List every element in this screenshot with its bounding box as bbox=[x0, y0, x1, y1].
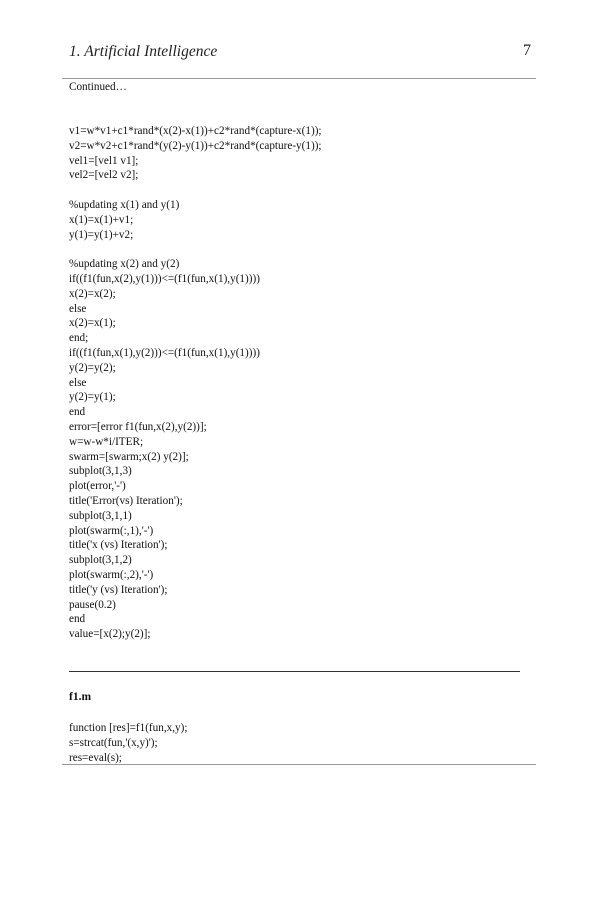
code-line: else bbox=[69, 302, 87, 315]
code-line: title('Error(vs) Iteration'); bbox=[69, 494, 183, 507]
code-line: plot(swarm(:,2),'-') bbox=[69, 568, 154, 581]
code-line: end bbox=[69, 406, 86, 419]
code-line: title('y (vs) Iteration'); bbox=[69, 583, 168, 596]
chapter-title: 1. Artificial Intelligence bbox=[69, 43, 218, 60]
code-line: y(1)=y(1)+v2; bbox=[69, 228, 134, 241]
page-number: 7 bbox=[523, 42, 531, 59]
code-line: end bbox=[69, 613, 86, 626]
section-separator bbox=[69, 671, 520, 672]
code-line: subplot(3,1,3) bbox=[69, 465, 132, 478]
code-line: function [res]=f1(fun,x,y); bbox=[69, 722, 188, 734]
code-line: %updating x(2) and y(2) bbox=[69, 258, 180, 271]
footer-rule bbox=[62, 764, 536, 765]
code-line: res=eval(s); bbox=[69, 751, 122, 764]
code-listing-main bbox=[69, 124, 322, 642]
header-rule bbox=[62, 78, 536, 79]
code-line: swarm=[swarm;x(2) y(2)]; bbox=[69, 450, 189, 463]
code-line: vel2=[vel2 v2]; bbox=[69, 169, 139, 182]
code-line: %updating x(1) and y(1) bbox=[69, 198, 180, 211]
code-line: else bbox=[69, 376, 87, 389]
code-line: x(1)=x(1)+v1; bbox=[69, 213, 134, 226]
file-heading: f1.m bbox=[69, 691, 92, 703]
code-line: if((f1(fun,x(1),y(2)))<=(f1(fun,x(1),y(1)))) bbox=[69, 346, 260, 359]
code-line: v1=w*v1+c1*rand*(x(2)-x(1))+c2*rand*(capture-x(1)); bbox=[69, 125, 322, 137]
code-line: subplot(3,1,2) bbox=[69, 554, 132, 567]
code-line: plot(swarm(:,1),'-') bbox=[69, 524, 154, 537]
code-line: error=[error f1(fun,x(2),y(2))]; bbox=[69, 420, 207, 433]
code-line: w=w-w*i/ITER; bbox=[69, 435, 144, 448]
code-line: vel1=[vel1 v1]; bbox=[69, 154, 139, 167]
code-line: v2=w*v2+c1*rand*(y(2)-y(1))+c2*rand*(capture-y(1)); bbox=[69, 139, 322, 152]
continued-label: Continued… bbox=[69, 81, 127, 93]
code-listing-f1 bbox=[69, 721, 187, 765]
code-line: x(2)=x(1); bbox=[69, 317, 116, 330]
code-line: y(2)=y(2); bbox=[69, 361, 116, 374]
code-line: if((f1(fun,x(2),y(1)))<=(f1(fun,x(1),y(1)))) bbox=[69, 272, 260, 285]
code-line: end; bbox=[69, 332, 89, 345]
page-header bbox=[62, 40, 536, 66]
code-line: s=strcat(fun,'(x,y)'); bbox=[69, 736, 158, 749]
code-line bbox=[69, 242, 322, 257]
code-line: plot(error,'-') bbox=[69, 480, 126, 493]
code-line: y(2)=y(1); bbox=[69, 391, 116, 404]
code-line: value=[x(2);y(2)]; bbox=[69, 628, 151, 641]
code-line: title('x (vs) Iteration'); bbox=[69, 539, 168, 552]
code-line bbox=[69, 183, 322, 198]
code-line: pause(0.2) bbox=[69, 598, 116, 611]
code-line: x(2)=x(2); bbox=[69, 287, 116, 300]
code-line: subplot(3,1,1) bbox=[69, 509, 132, 522]
